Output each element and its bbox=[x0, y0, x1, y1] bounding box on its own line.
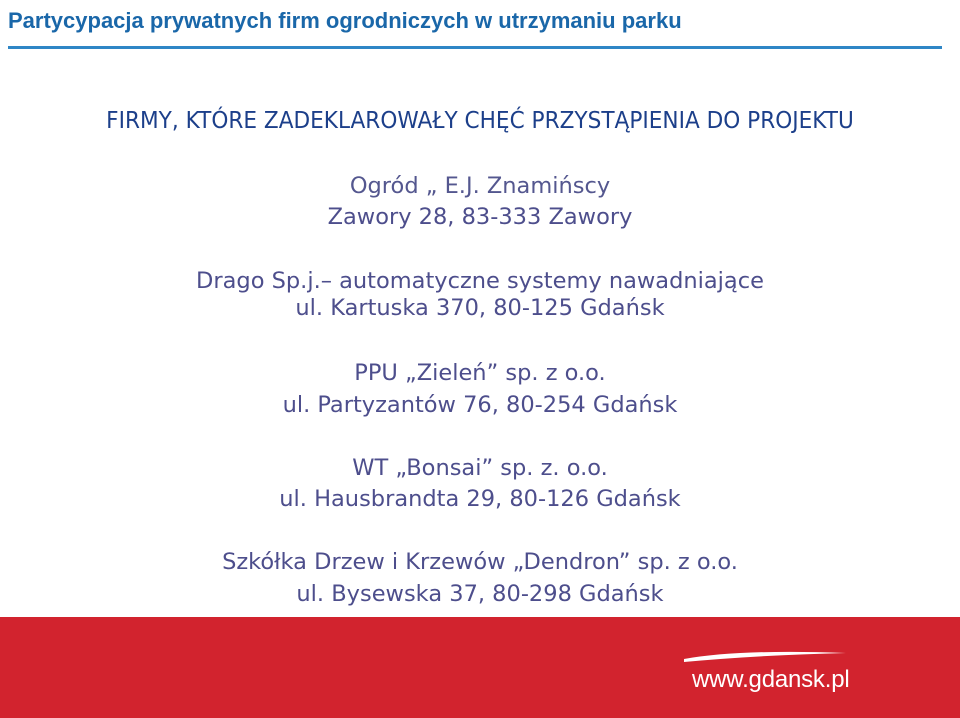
company-name: Szkółka Drzew i Krzewów „Dendron” sp. z o.o. bbox=[222, 549, 738, 575]
slide-title: Partycypacja prywatnych firm ogrodniczych w utrzymaniu parku bbox=[8, 8, 682, 33]
company-address: ul. Partyzantów 76, 80-254 Gdańsk bbox=[282, 392, 678, 418]
company-address: Zawory 28, 83-333 Zawory bbox=[327, 204, 633, 230]
company-name: WT „Bonsai” sp. z. o.o. bbox=[352, 455, 608, 481]
company-name: Drago Sp.j.– automatyczne systemy nawadniające bbox=[196, 268, 764, 294]
company-address: ul. Kartuska 370, 80-125 Gdańsk bbox=[295, 295, 665, 321]
gdansk-logo-link[interactable]: www.gdansk.pl bbox=[692, 666, 850, 693]
company-name: Ogród „ E.J. Znamińscy bbox=[349, 173, 611, 199]
title-underline bbox=[8, 46, 942, 49]
section-subtitle: FIRMY, KTÓRE ZADEKLAROWAŁY CHĘĆ PRZYSTĄPIENIA DO PROJEKTU bbox=[106, 108, 854, 134]
company-name: PPU „Zieleń” sp. z o.o. bbox=[354, 360, 606, 386]
company-address: ul. Hausbrandta 29, 80-126 Gdańsk bbox=[279, 486, 681, 512]
company-address: ul. Bysewska 37, 80-298 Gdańsk bbox=[296, 581, 664, 607]
